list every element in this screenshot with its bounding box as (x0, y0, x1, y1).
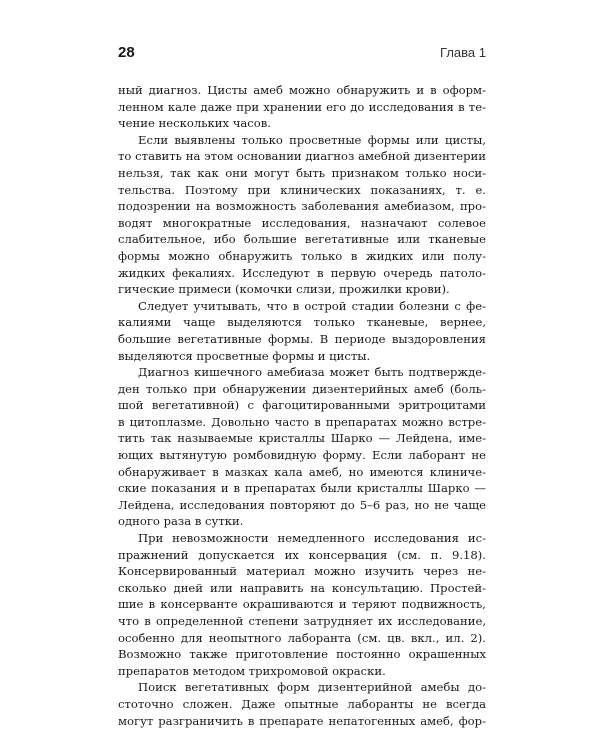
text-line: Если выявлены только просветные формы или цисты, (138, 132, 486, 147)
text-line: ющих вытянутую ромбовидную форму. Если лаборант не (118, 448, 486, 463)
text-line: в цитоплазме. Довольно часто в препаратах можно встре- (118, 414, 486, 429)
text-line: подозрении на возможность заболевания амебиазом, про- (118, 199, 486, 214)
text-line: При невозможности немедленного исследования ис- (138, 531, 486, 546)
text-line: большие вегетативные формы. В периоде выздоровления (118, 331, 486, 346)
running-header (118, 44, 486, 64)
text-line: ленном кале даже при хранении его до исследования в те- (118, 99, 486, 114)
paragraph (118, 132, 486, 298)
text-line: Следует учитывать, что в острой стадии болезни с фе- (138, 298, 486, 313)
text-line: ный диагноз. Цисты амеб можно обнаружить и в оформ- (118, 83, 486, 97)
text-line: Поиск вегетативных форм дизентерийной амебы до- (138, 680, 486, 695)
text-line: шой вегетативной) с фагоцитированными эритроцитами (118, 398, 486, 413)
text-line: нельзя, так как они могут быть признаком только носи- (118, 165, 486, 180)
text-line: особенно для неопытного лаборанта (см. цв. вкл., ил. 2). (118, 630, 486, 645)
chapter-title: Глава 1 (440, 45, 486, 60)
text-line: гические примеси (комочки слизи, прожилки крови). (118, 282, 450, 297)
text-line: пражнений допускается их консервация (см. п. 9.18). (118, 547, 486, 562)
text-line: Возможно также приготовление постоянно окрашенных (118, 647, 486, 662)
text-line: то ставить на этом основании диагноз амебной дизентерии (118, 149, 486, 164)
paragraph (118, 298, 486, 364)
text-line: обнаруживает в мазках кала амеб, но имеются клиниче- (118, 464, 486, 479)
text-line: жидких фекалиях. Исследуют в первую очередь патоло- (118, 265, 486, 280)
text-line: одного раза в сутки. (118, 514, 244, 529)
text-line: калиями чаще выделяются только тканевые, вернее, (118, 315, 486, 330)
text-line: что в определенной степени затрудняет их исследование, (118, 614, 486, 628)
paragraph (118, 82, 486, 132)
text-line: Консервированный материал можно изучить через не- (118, 564, 486, 579)
text-line: выделяются просветные формы и цисты. (118, 348, 371, 363)
body-text (118, 82, 486, 729)
paragraph (118, 530, 486, 679)
text-line: Диагноз кишечного амебиаза может быть подтвержде- (138, 365, 486, 380)
text-line: Лейдена, исследования повторяют до 5–6 раз, но не чаще (118, 497, 486, 512)
paragraph (118, 679, 486, 729)
text-line: могут разграничить в препарате непатогенных амеб, фор- (118, 713, 486, 728)
text-line: ден только при обнаружении дизентерийных амеб (боль- (118, 381, 486, 396)
text-line: шие в консерванте окрашиваются и теряют подвижность, (118, 597, 486, 612)
paragraph (118, 364, 486, 530)
text-line: чение нескольких часов. (118, 116, 271, 131)
text-line: ские показания и в препаратах были кристаллы Шарко — (118, 481, 486, 496)
text-line: тить так называемые кристаллы Шарко — Лейдена, име- (118, 431, 486, 446)
text-line: стоточно сложен. Даже опытные лаборанты не всегда (118, 696, 486, 711)
text-line: сколько дней или направить на консультацию. Простей- (118, 580, 486, 595)
text-line: препаратов методом трихромовой окраски. (118, 663, 386, 678)
text-line: водят многократные исследования, назначают солевое (118, 215, 486, 230)
page-number: 28 (118, 44, 135, 61)
text-line: тельства. Поэтому при клинических показаниях, т. е. (118, 182, 486, 197)
text-line: формы можно обнаружить только в жидких или полу- (118, 248, 486, 263)
text-line: слабительное, ибо большие вегетативные или тканевые (118, 232, 486, 247)
